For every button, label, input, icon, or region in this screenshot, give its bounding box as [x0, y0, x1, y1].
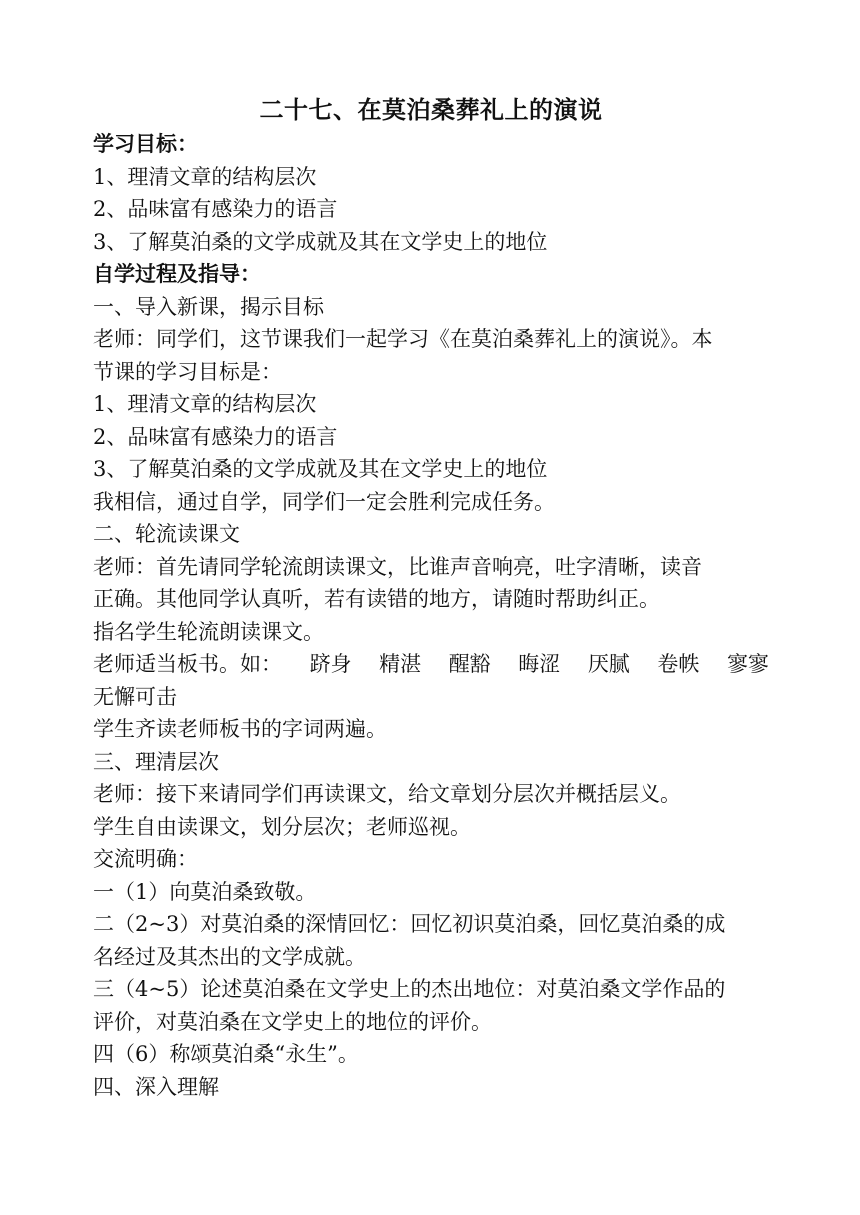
- board-word: 晦涩: [518, 652, 561, 676]
- objective-item: 3、了解莫泊桑的文学成就及其在文学史上的地位: [93, 229, 548, 254]
- structure-part: 三（4~5）论述莫泊桑在文学史上的杰出地位：对莫泊桑文学作品的: [93, 977, 726, 1001]
- teacher-paragraph-line: 老师：同学们，这节课我们一起学习《在莫泊桑葬礼上的演说》。本: [93, 327, 713, 351]
- teacher-paragraph-line: 节课的学习目标是：: [93, 359, 282, 384]
- goal-item: 2、品味富有感染力的语言: [93, 424, 338, 449]
- structure-part-continuation: 名经过及其杰出的文学成就。: [93, 944, 366, 969]
- structure-part-continuation: 评价，对莫泊桑在文学史上的地位的评价。: [93, 1009, 492, 1034]
- board-word: 寥寥: [726, 652, 769, 676]
- section-heading: 三、理清层次: [93, 749, 219, 774]
- objective-item: 2、品味富有感染力的语言: [93, 197, 338, 221]
- section-heading: 一、导入新课，揭示目标: [93, 294, 324, 319]
- board-word: 跻身: [309, 652, 352, 676]
- teacher-paragraph-line: 正确。其他同学认真听，若有读错的地方，请随时帮助纠正。: [93, 587, 660, 611]
- page-title: 二十七、在莫泊桑葬礼上的演说: [259, 95, 603, 124]
- closing-sentence: 我相信，通过自学，同学们一定会胜利完成任务。: [93, 489, 555, 514]
- board-word: 醒豁: [448, 652, 491, 676]
- structure-part: 二（2~3）对莫泊桑的深情回忆：回忆初识莫泊桑，回忆莫泊桑的成: [93, 912, 726, 936]
- objectives-heading: 学习目标：: [93, 131, 198, 156]
- board-prefix: 老师适当板书。如：: [93, 652, 282, 676]
- board-word-continuation: 无懈可击: [93, 684, 177, 709]
- structure-part: 一（1）向莫泊桑致敬。: [93, 879, 317, 904]
- board-words-line: [93, 648, 769, 681]
- goal-item: 1、理清文章的结构层次: [93, 392, 317, 416]
- process-heading: 自学过程及指导：: [93, 261, 261, 286]
- instruction-text: 指名学生轮流朗读课文。: [93, 619, 324, 644]
- student-activity: 学生齐读老师板书的字词两遍。: [93, 717, 387, 741]
- structure-part: 四（6）称颂莫泊桑“永生”。: [93, 1042, 359, 1066]
- document-body: [93, 92, 769, 1103]
- teacher-paragraph-line: 老师：首先请同学轮流朗读课文，比谁声音响亮，吐字清晰，读音: [93, 554, 702, 579]
- board-word: 卷帙: [657, 652, 700, 676]
- objective-item: 1、理清文章的结构层次: [93, 164, 317, 189]
- exchange-label: 交流明确：: [93, 847, 198, 871]
- teacher-instruction: 老师：接下来请同学们再读课文，给文章划分层次并概括层义。: [93, 782, 681, 806]
- board-word: 精湛: [379, 652, 422, 676]
- section-heading: 四、深入理解: [93, 1074, 219, 1099]
- goal-item: 3、了解莫泊桑的文学成就及其在文学史上的地位: [93, 457, 548, 481]
- section-heading: 二、轮流读课文: [93, 522, 240, 546]
- student-activity: 学生自由读课文，划分层次；老师巡视。: [93, 814, 471, 839]
- board-word: 厌腻: [587, 652, 630, 676]
